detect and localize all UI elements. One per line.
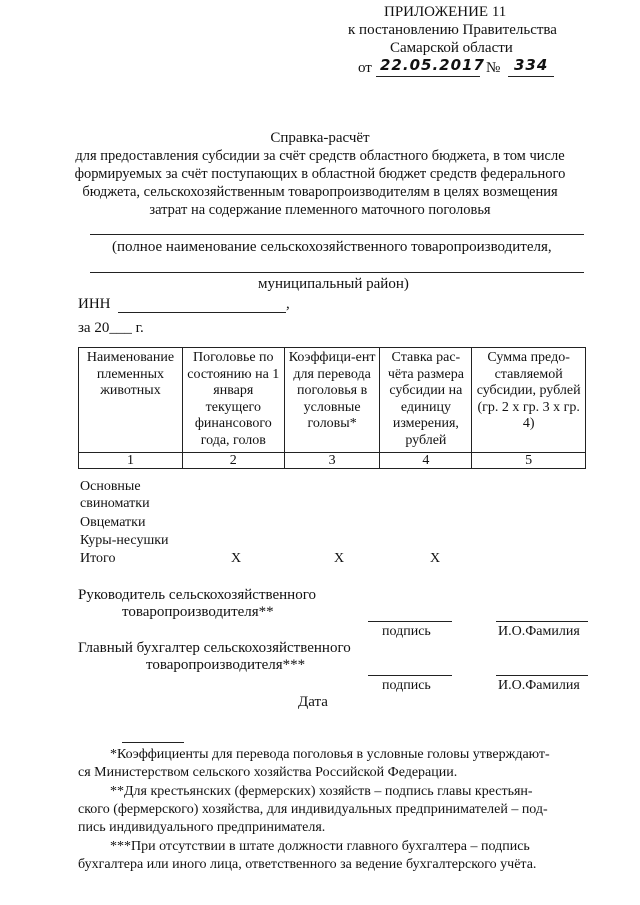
row-label: Овцематки	[80, 515, 146, 530]
inn-label: ИНН	[78, 296, 111, 312]
appendix-line2: Самарской области	[390, 40, 513, 56]
doc-subtitle-4: затрат на содержание племенного маточного поголовья	[149, 202, 491, 218]
col-number: 3	[284, 453, 380, 469]
accountant-name-caption: И.О.Фамилия	[498, 678, 580, 693]
doc-subtitle-3: бюджета, сельскохозяйственным товаропроизводителям в целях возмещения	[82, 184, 558, 200]
number-underline	[508, 76, 554, 77]
accountant-name-line[interactable]	[496, 675, 588, 676]
name-field-line[interactable]	[90, 234, 584, 235]
col-number: 2	[182, 453, 284, 469]
name-caption: (полное наименование сельскохозяйственного товаропроизводителя,	[112, 239, 552, 255]
total-mark: Х	[334, 551, 345, 566]
accountant-title-2: товаропроизводителя***	[146, 657, 306, 673]
row-label: Основные свиноматки	[80, 479, 150, 511]
table-header-row	[79, 348, 586, 453]
head-title-2: товаропроизводителя**	[122, 604, 274, 620]
name-field-line-2[interactable]	[90, 272, 584, 273]
doc-subtitle-2: формируемых за счёт поступающих в областной бюджет средств федерального	[74, 166, 566, 182]
header-livestock: Поголовье по состоянию на 1 января текущего финансового года, голов	[182, 348, 284, 453]
row-label: Куры-несушки	[80, 533, 169, 548]
inn-field-line[interactable]	[118, 312, 286, 313]
header-rate: Ставка рас-чёта размера субсидии на единицу измерения, рублей	[380, 348, 472, 453]
appendix-line1: к постановлению Правительства	[348, 22, 557, 38]
footnote-separator	[122, 742, 184, 743]
header-coefficient: Коэффици-ент для перевода поголовья в условные головы*	[284, 348, 380, 453]
total-mark: Х	[231, 551, 242, 566]
footnote-3b: бухгалтера или иного лица, ответственного за ведение бухгалтерского учёта.	[78, 857, 537, 872]
footnote-1b: ся Министерством сельского хозяйства Российской Федерации.	[78, 765, 458, 780]
appendix-number-sign: №	[486, 60, 501, 76]
col-number: 1	[79, 453, 183, 469]
footnote-3a: ***При отсутствии в штате должности главного бухгалтера – подпись	[110, 839, 530, 854]
subsidy-table	[78, 347, 586, 469]
col-number: 4	[380, 453, 472, 469]
head-signature-caption: подпись	[382, 624, 431, 639]
row-label: Итого	[80, 551, 116, 566]
accountant-signature-line[interactable]	[368, 675, 452, 676]
col-number: 5	[472, 453, 586, 469]
district-caption: муниципальный район)	[258, 276, 409, 292]
footnote-2b: ского (фермерского) хозяйства, для индивидуальных предпринимателей – под-	[78, 802, 548, 817]
accountant-title-1: Главный бухгалтер сельскохозяйственного	[78, 640, 351, 656]
appendix-date-value: 22.05.2017	[380, 56, 485, 74]
head-name-caption: И.О.Фамилия	[498, 624, 580, 639]
head-name-line[interactable]	[496, 621, 588, 622]
doc-title: Справка-расчёт	[270, 130, 370, 146]
footnote-1a: *Коэффициенты для перевода поголовья в условные головы утверждают-	[110, 747, 550, 762]
footnote-2a: **Для крестьянских (фермерских) хозяйств – подпись главы крестьян-	[110, 784, 533, 799]
header-amount: Сумма предо-ставляемой субсидии, рублей (гр. 2 х гр. 3 х гр. 4)	[472, 348, 586, 453]
total-mark: Х	[430, 551, 441, 566]
appendix-title: ПРИЛОЖЕНИЕ 11	[384, 4, 507, 20]
appendix-number-value: 334	[514, 56, 549, 74]
head-title-1: Руководитель сельскохозяйственного	[78, 587, 316, 603]
footnote-2c: пись индивидуального предпринимателя.	[78, 820, 326, 835]
inn-trailer: ,	[286, 296, 290, 312]
year-label: за 20___ г.	[78, 320, 144, 336]
head-signature-line[interactable]	[368, 621, 452, 622]
accountant-signature-caption: подпись	[382, 678, 431, 693]
table-number-row	[79, 453, 586, 469]
date-label: Дата	[298, 694, 328, 710]
appendix-date-prefix: от	[358, 60, 372, 76]
date-underline	[376, 76, 480, 77]
header-animals: Наименование племенных животных	[79, 348, 183, 453]
doc-subtitle-1: для предоставления субсидии за счёт средств областного бюджета, в том числе	[75, 148, 565, 164]
